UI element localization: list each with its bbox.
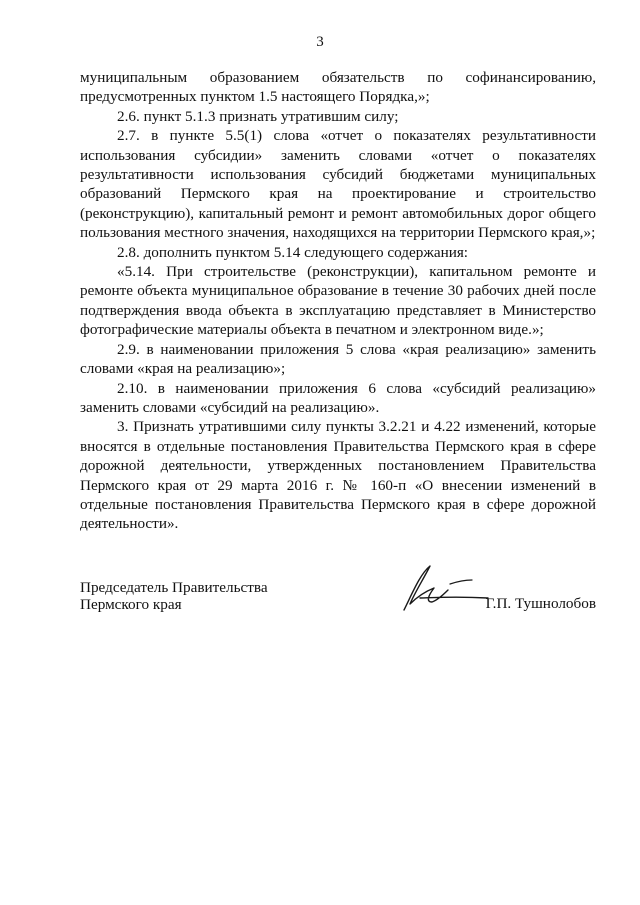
paragraph-2-9: 2.9. в наименовании приложения 5 слова «края реализацию» заменить словами «края на реализацию»; [80,340,596,378]
paragraph-5-14: «5.14. При строительстве (реконструкции), капитальном ремонте и ремонте объекта муниципальное образование в течение 30 рабочих дней после подтверждения ввода объекта в эксплуатацию представляет в Министерство фотографические материалы объекта в печатном и электронном виде.»; [80,263,596,339]
paragraph-2-6: 2.6. пункт 5.1.3 признать утратившим силу; [117,107,399,125]
signatory-title-line1: Председатель Правительства [80,579,268,596]
paragraph-2-8: 2.8. дополнить пунктом 5.14 следующего содержания: [117,243,469,261]
signatory-name: Г.П. Тушнолобов [485,595,596,612]
signatory-title-line2: Пермского края [80,595,182,613]
paragraph-3: 3. Признать утратившими силу пункты 3.2.21 и 4.22 изменений, которые вносятся в отдельные постановления Правительства Пермского края в сфере дорожной деятельности, утвержденных постановлением Правительства Пермского края от 29 марта 2016 г. № 160-п «О внесении изменений в отдельные постановления Правительства Пермского края в сфере дорожной деятельности». [80,418,596,533]
paragraph-continuation: муниципальным образованием обязательств по софинансированию, предусмотренных пунктом 1.5 настоящего Порядка,»; [80,69,596,106]
document-body [80,68,596,534]
signatory-title [80,580,268,613]
signature-block [80,580,596,620]
paragraph-2-10: 2.10. в наименовании приложения 6 слова «субсидий реализацию» заменить словами «субсидий на реализацию». [80,379,596,416]
paragraph-2-7: 2.7. в пункте 5.5(1) слова «отчет о показателях результативности использования субсидии» заменить словами «отчет о показателях результативности использования субсидий бюджетами муниципальных образований Пермского края на проектирование и строительство (реконструкцию), капитальный ремонт и ремонт автомобильных дорог общего пользования местного значения, находящихся на территории Пермского края,»; [80,127,596,242]
handwritten-signature-icon [390,564,490,616]
page-number: 3 [316,34,324,50]
